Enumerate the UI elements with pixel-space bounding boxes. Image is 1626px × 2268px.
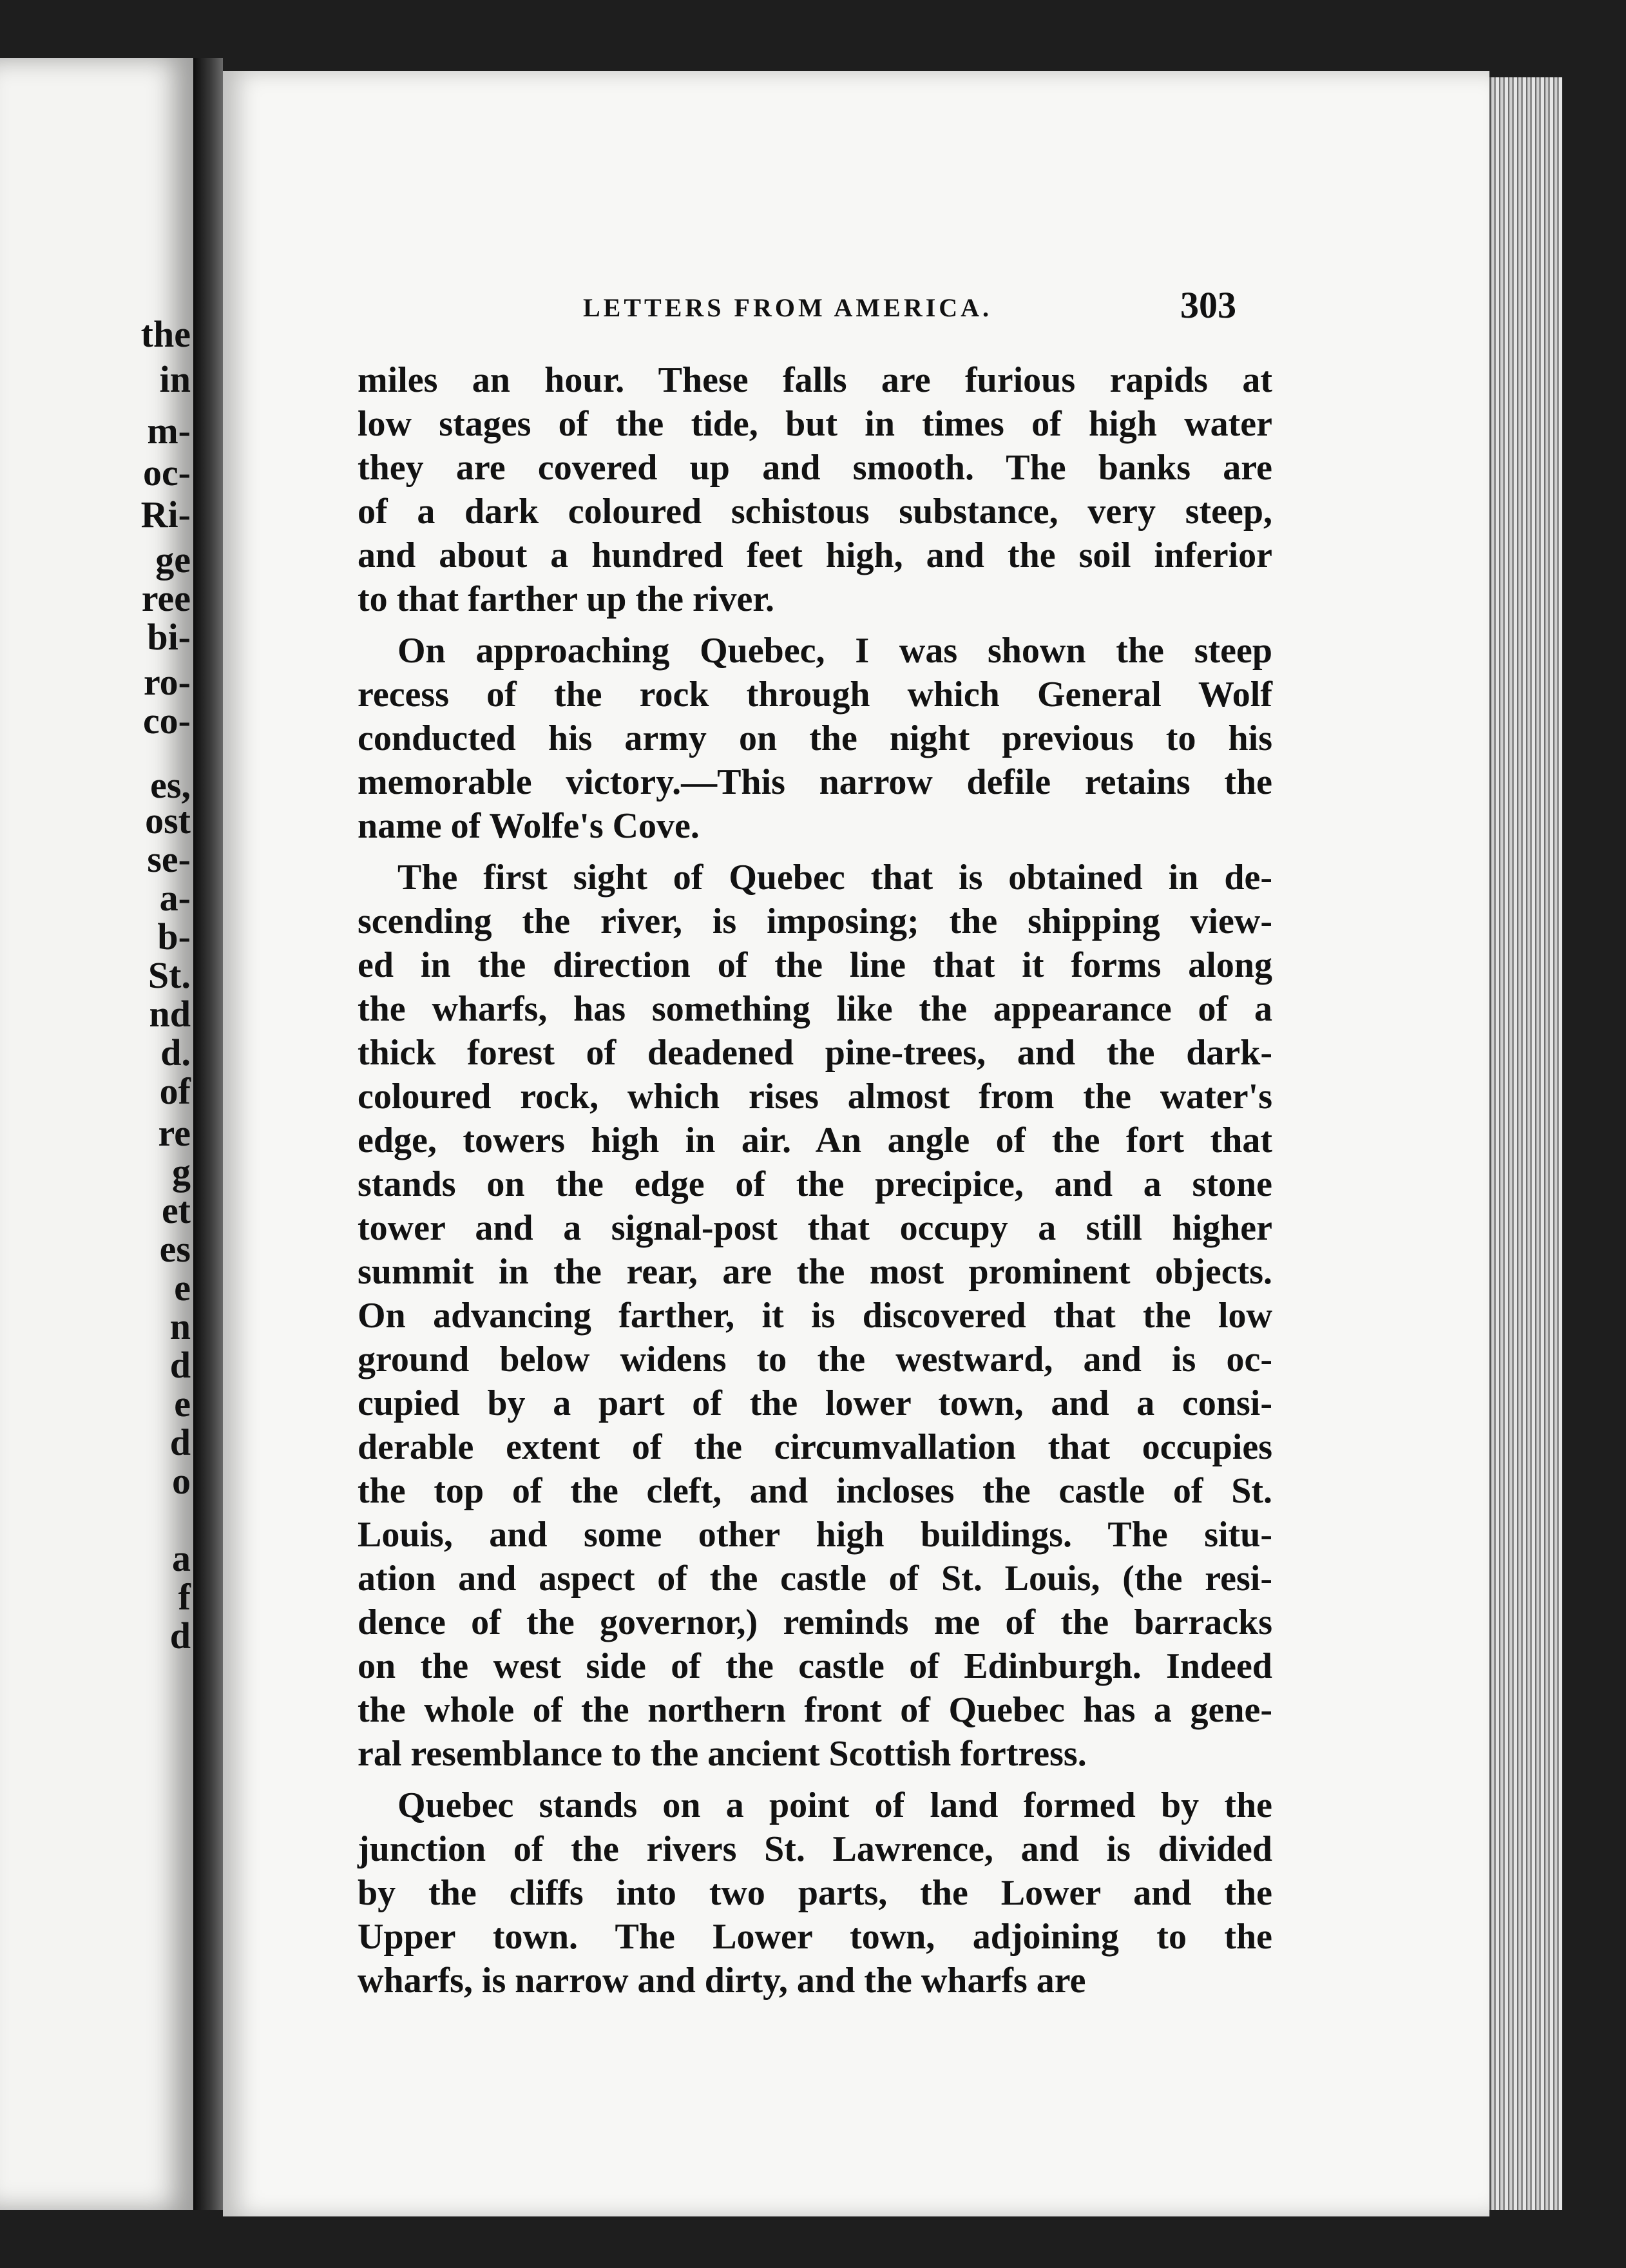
previous-page-line-fragment: g (172, 1151, 191, 1193)
previous-page-line-fragment: nd (149, 993, 191, 1035)
previous-page-line-fragment: bi- (147, 616, 191, 658)
text-line: low stages of the tide, but in times of high water (358, 404, 1272, 444)
previous-page-line-fragment: oc- (142, 452, 191, 494)
previous-page-line-fragment: b- (157, 916, 191, 957)
previous-page-line-fragment: re (158, 1112, 191, 1154)
text-line: the whole of the northern front of Quebec has a gene- (358, 1690, 1272, 1730)
text-line: the wharfs, has something like the appearance of a (358, 989, 1272, 1029)
previous-page-line-fragment: a (172, 1537, 191, 1579)
text-line: conducted his army on the night previous to his (358, 718, 1272, 758)
text-line: they are covered up and smooth. The banks are (358, 448, 1272, 488)
text-line: by the cliffs into two parts, the Lower and the (358, 1873, 1272, 1913)
text-line: scending the river, is imposing; the shipping view- (358, 901, 1272, 941)
text-line: junction of the rivers St. Lawrence, and is divided (358, 1829, 1272, 1869)
page-block-edges (1489, 77, 1562, 2210)
previous-page-line-fragment: es (159, 1228, 191, 1270)
previous-page-line-fragment: in (159, 358, 191, 400)
running-head-title: LETTERS FROM AMERICA. (583, 293, 993, 322)
previous-page-line-fragment: et (161, 1189, 191, 1231)
previous-page-line-fragment: ree (141, 577, 191, 619)
previous-page-line-fragment: o (172, 1460, 191, 1502)
previous-page-edge (0, 58, 193, 2210)
previous-page-line-fragment: n (169, 1305, 191, 1347)
paragraph (358, 856, 1272, 1776)
text-line: cupied by a part of the lower town, and a consi- (358, 1383, 1272, 1423)
previous-page-line-fragment: ge (155, 539, 191, 581)
text-line: ground below widens to the westward, and is oc- (358, 1340, 1272, 1379)
text-line: summit in the rear, are the most prominent objects. (358, 1252, 1272, 1292)
text-line: The first sight of Quebec that is obtained in de- (397, 858, 1272, 898)
previous-page-line-fragment: co- (142, 700, 191, 742)
previous-page-line-fragment: of (159, 1070, 191, 1112)
page-number: 303 (1180, 284, 1236, 326)
text-line: and about a hundred feet high, and the soil inferior (358, 535, 1272, 575)
text-line: recess of the rock through which General Wolf (358, 675, 1272, 715)
text-line: stands on the edge of the precipice, and a stone (358, 1164, 1272, 1204)
previous-page-line-fragment: d. (160, 1032, 191, 1073)
book-gutter (193, 58, 223, 2210)
text-line: ed in the direction of the line that it forms along (358, 945, 1272, 985)
text-line: ation and aspect of the castle of St. Louis, (the resi- (358, 1559, 1272, 1599)
text-line: wharfs, is narrow and dirty, and the wharfs are (358, 1961, 1086, 2001)
previous-page-line-fragment: d (169, 1344, 191, 1386)
previous-page-line-fragment: a- (159, 877, 191, 919)
previous-page-line-fragment: d (169, 1421, 191, 1463)
previous-page-line-fragment: es, (150, 764, 191, 806)
text-line: derable extent of the circumvallation that occupies (358, 1427, 1272, 1467)
text-line: dence of the governor,) reminds me of the barracks (358, 1602, 1272, 1642)
previous-page-line-fragment: the (140, 313, 191, 355)
text-line: On advancing farther, it is discovered that the low (358, 1296, 1272, 1336)
previous-page-line-fragment: St. (148, 954, 191, 996)
text-line: to that farther up the river. (358, 579, 775, 619)
text-line: miles an hour. These falls are furious rapids at (358, 360, 1272, 400)
previous-page-line-fragment: m- (147, 410, 191, 452)
text-line: Louis, and some other high buildings. The situ- (358, 1515, 1272, 1555)
body-text (358, 358, 1272, 2003)
previous-page-line-fragment: se- (147, 838, 191, 880)
paragraph (358, 358, 1272, 621)
text-line: tower and a signal-post that occupy a still higher (358, 1208, 1272, 1248)
text-line: edge, towers high in air. An angle of the fort that (358, 1120, 1272, 1160)
text-line: coloured rock, which rises almost from the water's (358, 1077, 1272, 1117)
paragraph (358, 629, 1272, 848)
previous-page-line-fragment: e (174, 1383, 191, 1425)
text-line: On approaching Quebec, I was shown the steep (397, 631, 1272, 671)
text-line: of a dark coloured schistous substance, very steep, (358, 492, 1272, 532)
previous-page-line-fragment: f (178, 1576, 191, 1618)
text-line: thick forest of deadened pine-trees, and the dark- (358, 1033, 1272, 1073)
text-line: the top of the cleft, and incloses the castle of St. (358, 1471, 1272, 1511)
paragraph (358, 1783, 1272, 2003)
text-line: on the west side of the castle of Edinburgh. Indeed (358, 1646, 1272, 1686)
previous-page-line-fragment: e (174, 1267, 191, 1309)
text-line: name of Wolfe's Cove. (358, 806, 700, 846)
running-head (0, 284, 1626, 326)
previous-page-line-fragment: d (169, 1615, 191, 1657)
previous-page-line-fragment: Ri- (140, 494, 191, 535)
text-line: Quebec stands on a point of land formed by the (397, 1785, 1272, 1825)
text-line: memorable victory.—This narrow defile retains the (358, 762, 1272, 802)
previous-page-line-fragment: ost (145, 800, 191, 841)
previous-page-line-fragment: ro- (143, 661, 191, 703)
text-line: Upper town. The Lower town, adjoining to the (358, 1917, 1272, 1957)
text-line: ral resemblance to the ancient Scottish fortress. (358, 1734, 1087, 1774)
